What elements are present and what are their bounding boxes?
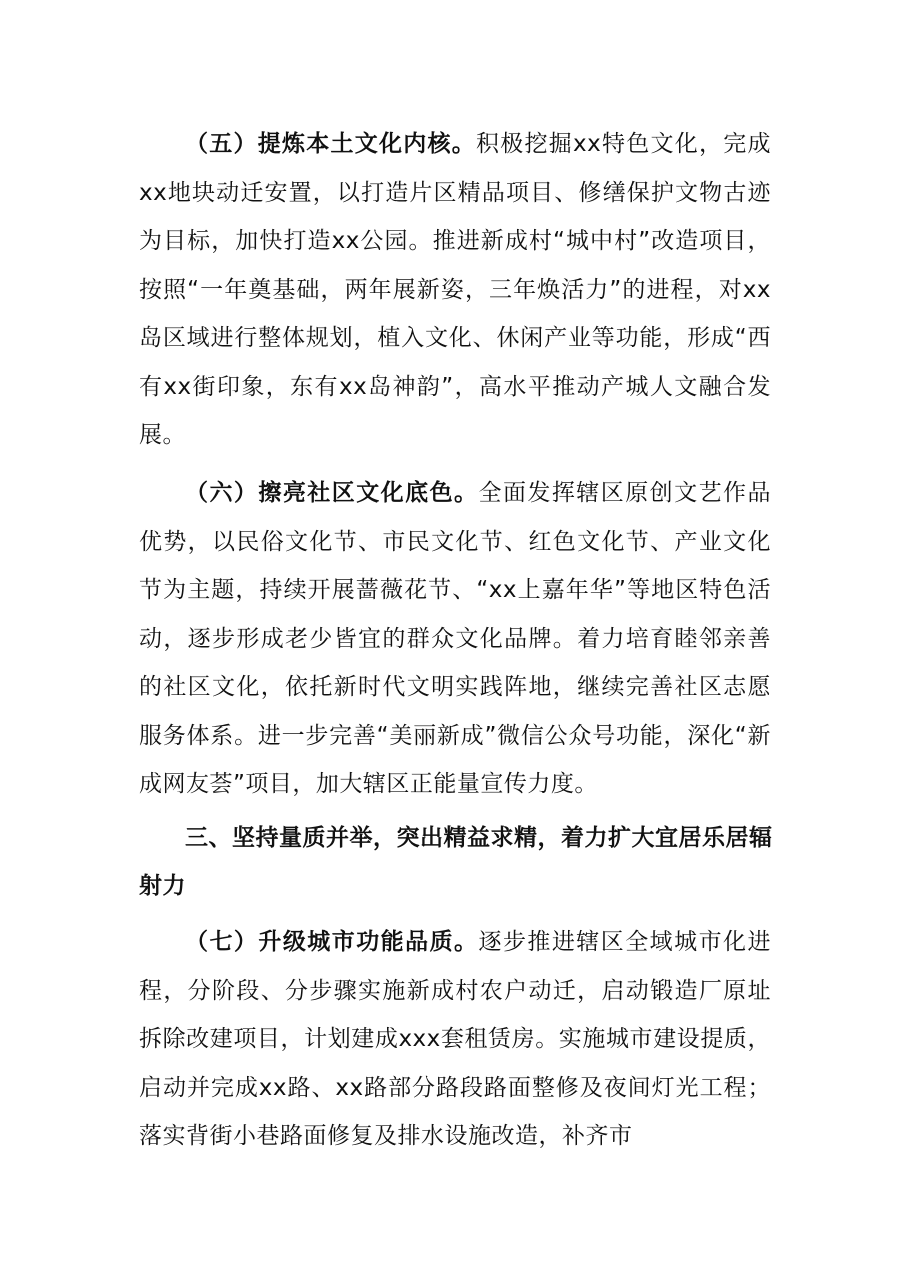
paragraph-section-6 — [139, 469, 771, 809]
paragraph-section-5 — [139, 120, 771, 460]
section-7-lead: （七）升级城市功能品质。 — [185, 929, 479, 955]
chapter-heading-3: 三、坚持量质并举，突出精益求精，着力扩大宜居乐居辐射力 — [139, 825, 773, 899]
section-5-lead: （五）提炼本土文化内核。 — [185, 131, 477, 157]
section-5-body: 积极挖掘xx特色文化，完成xx地块动迁安置，以打造片区精品项目、修缮保护文物古迹为目标，加快打造xx公园。推进新成村“城中村”改造项目，按照“一年奠基础，两年展新姿，三年焕活力”的进程，对xx岛区域进行整体规划，植入文化、休闲产业等功能，形成“西有xx街印象，东有xx岛神韵”，高水平推动产城人文融合发展。 — [139, 131, 771, 448]
section-7-body: 逐步推进辖区全域城市化进程，分阶段、分步骤实施新成村农户动迁，启动锻造厂原址拆除改建项目，计划建成xxx套租赁房。实施城市建设提质，启动并完成xx路、xx路部分路段路面整修及夜间灯光工程；落实背街小巷路面修复及排水设施改造，补齐市 — [139, 929, 772, 1149]
section-6-body: 全面发挥辖区原创文艺作品优势，以民俗文化节、市民文化节、红色文化节、产业文化节为主题，持续开展蔷薇花节、“xx上嘉年华”等地区特色活动，逐步形成老少皆宜的群众文化品牌。着力培育睦邻亲善的社区文化，依托新时代文明实践阵地，继续完善社区志愿服务体系。进一步完善“美丽新成”微信公众号功能，深化“新成网友荟”项目，加大辖区正能量宣传力度。 — [139, 480, 772, 797]
section-6-lead: （六）擦亮社区文化底色。 — [185, 480, 479, 506]
paragraph-section-7 — [139, 918, 771, 1161]
